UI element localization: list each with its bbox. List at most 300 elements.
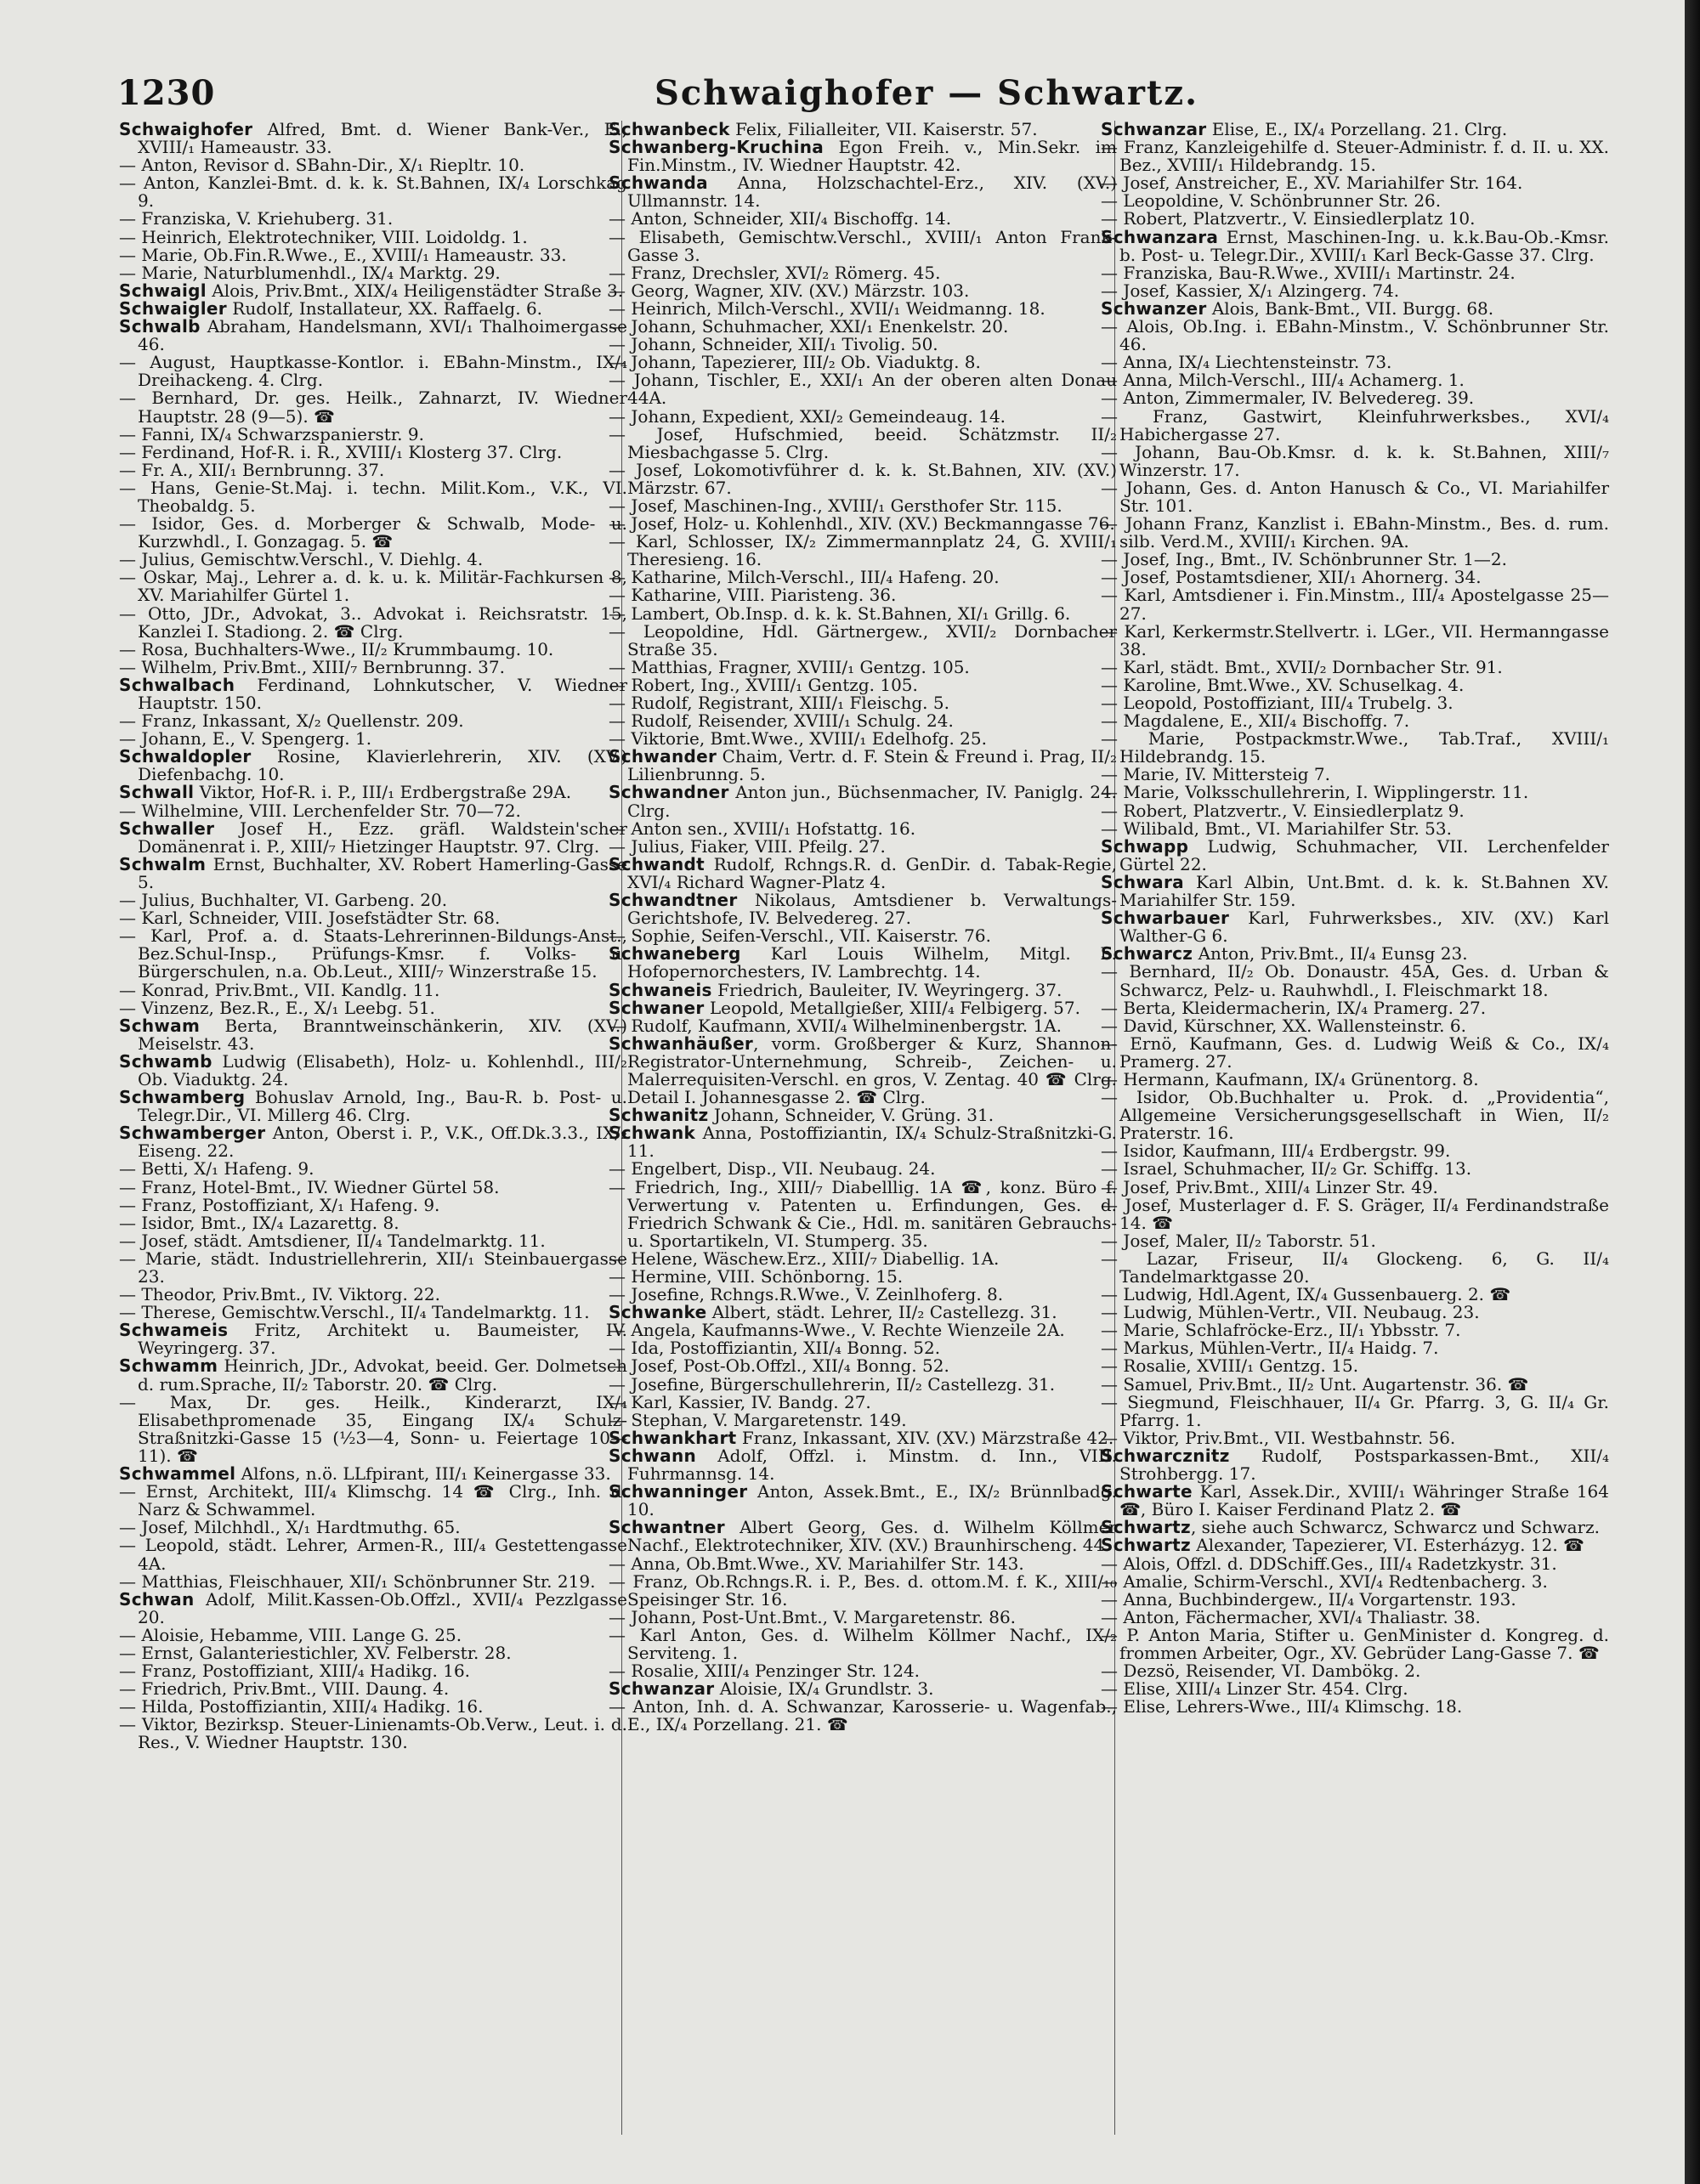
directory-entry <box>119 979 627 1000</box>
directory-entry <box>609 371 1117 407</box>
entry-text: — Aloisie, Hebamme, VIII. Lange G. 25. <box>119 1624 462 1645</box>
directory-entry <box>1101 405 1609 444</box>
entry-surname: Schwank <box>609 1123 696 1144</box>
directory-entry <box>119 1483 627 1519</box>
entry-text: Karl, Assek.Dir., XVIII/₁ Währinger Straße 164 ☎, Büro I. Kaiser Ferdinand Platz 2. ☎ <box>1119 1481 1609 1520</box>
entry-text: — Franz, Inkassant, X/₂ Quellenstr. 209. <box>119 710 464 732</box>
entry-surname: Schwankhart <box>609 1427 737 1448</box>
entry-text: Rudolf, Installateur, XX. Raffaelg. 6. <box>226 297 543 319</box>
entry-text: — Wilhelm, Priv.Bmt., XIII/₇ Bernbrunng. 37. <box>119 656 505 677</box>
entry-text: — Franziska, Bau-R.Wwe., XVIII/₁ Martinstr. 24. <box>1101 262 1516 283</box>
directory-entry <box>1101 1250 1609 1286</box>
entry-text: — Anna, IX/₄ Liechtensteinstr. 73. <box>1101 352 1392 373</box>
entry-text: — Israel, Schuhmacher, II/₂ Gr. Schiffg. 13. <box>1101 1158 1472 1180</box>
entry-text: Anna, Postoffiziantin, IX/₄ Schulz-Straßnitzki-G. 11. <box>627 1123 1117 1162</box>
entry-text: — Johann, E., V. Spengerg. 1. <box>119 728 372 750</box>
directory-entry <box>1101 1429 1609 1447</box>
entry-text: — Marie, Naturblumenhdl., IX/₄ Marktg. 29. <box>119 262 501 283</box>
entry-text: — Berta, Kleidermacherin, IX/₄ Pramerg. 27. <box>1101 997 1487 1018</box>
entry-text: — Marie, Ob.Fin.R.Wwe., E., XVIII/₁ Hameaustr. 33. <box>119 244 567 265</box>
directory-entry <box>609 121 1117 139</box>
entry-text: — Julius, Gemischtw.Verschl., V. Diehlg. 4. <box>119 549 484 570</box>
directory-entry <box>609 1035 1117 1106</box>
directory-entry <box>1101 676 1609 694</box>
directory-entry <box>119 1214 627 1232</box>
directory-entry <box>119 605 627 641</box>
entry-text: — Therese, Gemischtw.Verschl., II/₄ Tandelmarktg. 11. <box>119 1302 590 1323</box>
entry-text: — Anna, Ob.Bmt.Wwe., XV. Mariahilfer Str. 143. <box>609 1553 1024 1574</box>
directory-entry <box>1101 909 1609 945</box>
entry-surname: Schwanzer <box>1101 297 1207 319</box>
entry-text: — Ludwig, Mühlen-Vertr., VII. Neubaug. 23. <box>1101 1302 1480 1323</box>
entry-text: — Johann, Ges. d. Anton Hanusch & Co., VI. Mariahilfer Str. 101. <box>1101 477 1609 516</box>
directory-entry <box>609 676 1117 694</box>
entry-text: — Anton, Fächermacher, XVI/₄ Thaliastr. 38. <box>1101 1606 1481 1627</box>
directory-entry <box>1101 1606 1609 1627</box>
running-title: Schwaighofer — Schwartz. <box>654 73 1199 113</box>
directory-entry <box>1101 174 1609 192</box>
directory-entry <box>609 1429 1117 1447</box>
directory-entry <box>119 569 627 604</box>
directory-entry <box>609 748 1117 784</box>
directory-entry <box>1101 318 1609 354</box>
entry-text: — Hermann, Kaufmann, IX/₄ Grünentorg. 8. <box>1101 1068 1479 1089</box>
entry-text: Karl, Fuhrwerksbes., XIV. (XV.) Karl Walther-G 6. <box>1119 908 1609 947</box>
directory-entry <box>609 318 1117 336</box>
entry-surname: Schwaller <box>119 818 215 839</box>
entry-text: Adolf, Milit.Kassen-Ob.Offzl., XVII/₄ Pezzlgasse 20. <box>138 1588 627 1627</box>
directory-entry <box>1101 1555 1609 1573</box>
entry-text: Ludwig (Elisabeth), Holz- u. Kohlenhdl., III/₂ Ob. Viaduktg. 24. <box>138 1050 627 1089</box>
directory-entry <box>1101 730 1609 766</box>
entry-surname: Schwamberg <box>119 1087 246 1108</box>
entry-text: Bohuslav Arnold, Ing., Bau-R. b. Post- u. Telegr.Dir., VI. Millerg 46. Clrg. <box>138 1087 627 1126</box>
directory-entry <box>1101 656 1609 677</box>
entry-text: — Josefine, Bürgerschullehrerin, II/₂ Castellezg. 31. <box>609 1373 1056 1395</box>
directory-entry <box>609 1106 1117 1124</box>
entry-text: — Matthias, Fleischhauer, XII/₁ Schönbrunner Str. 219. <box>119 1570 596 1592</box>
directory-entry <box>609 1176 1117 1251</box>
entry-surname: Schwanda <box>609 173 708 194</box>
directory-entry <box>1101 1662 1609 1680</box>
directory-entry <box>609 730 1117 748</box>
entry-text: — Marie, städt. Industriellehrerin, XII/₁ Steinbauergasse 23. <box>119 1248 627 1287</box>
entry-text: — Siegmund, Fleischhauer, II/₄ Gr. Pfarrg. 3, G. II/₄ Gr. Pfarrg. 1. <box>1101 1391 1609 1430</box>
entry-surname: Schwartz <box>1101 1535 1191 1556</box>
entry-text: — Franz, Drechsler, XVI/₂ Römerg. 45. <box>609 262 941 283</box>
entry-text: — Amalie, Schirm-Verschl., XVI/₄ Redtenbacherg. 3. <box>1101 1570 1548 1592</box>
directory-entry <box>119 1017 627 1053</box>
entry-text: Friedrich, Bauleiter, IV. Weyringerg. 37. <box>711 979 1062 1000</box>
directory-entry <box>609 423 1117 462</box>
entry-text: — Betti, X/₁ Hafeng. 9. <box>119 1158 314 1180</box>
entry-surname: Schwan <box>119 1588 195 1610</box>
directory-entry <box>1101 121 1609 139</box>
entry-text: — Julius, Fiaker, VIII. Pfeilg. 27. <box>609 835 886 857</box>
entry-text: — Robert, Ing., XVIII/₁ Gentzg. 105. <box>609 674 918 695</box>
entry-text: Alois, Priv.Bmt., XIX/₄ Heiligenstädter Straße 3. <box>206 280 624 301</box>
directory-entry <box>119 1465 627 1483</box>
entry-text: Anton, Assek.Bmt., E., IX/₂ Brünnlbadg. 10. <box>627 1481 1117 1520</box>
directory-entry <box>119 927 627 981</box>
entry-text: — David, Kürschner, XX. Wallensteinstr. 6. <box>1101 1015 1466 1036</box>
directory-entry <box>1101 586 1609 622</box>
entry-text: — Viktor, Bezirksp. Steuer-Linienamts-Ob.Verw., Leut. i. d. Res., V. Wiedner Hauptstr. 130. <box>119 1714 627 1753</box>
entry-surname: Schwanbeck <box>609 119 730 139</box>
directory-entry <box>119 354 627 389</box>
entry-text: — Rudolf, Kaufmann, XVII/₄ Wilhelminenbergstr. 1A. <box>609 1015 1062 1036</box>
directory-entry <box>609 497 1117 515</box>
directory-entry <box>119 1662 627 1680</box>
directory-entry <box>609 1483 1117 1519</box>
entry-text: Josef H., Ezz. gräfl. Waldstein'scher Domänenrat i. P., XIII/₇ Hietzinger Hauptstr. 97. Clrg. <box>138 818 627 857</box>
directory-entry <box>1101 1160 1609 1178</box>
entry-text: Anton, Oberst i. P., V.K., Off.Dk.3.3., IX/₂ Eiseng. 22. <box>138 1123 627 1162</box>
directory-entry <box>119 210 627 228</box>
entry-text: — Josef, Musterlager d. F. S. Gräger, II/₄ Ferdinandstraße 14. ☎ <box>1101 1194 1609 1233</box>
directory-entry <box>609 1447 1117 1483</box>
entry-text: Ludwig, Schuhmacher, VII. Lerchenfelder Gürtel 22. <box>1119 835 1609 874</box>
directory-entry <box>609 1286 1117 1304</box>
entry-text: — Anna, Buchbindergew., II/₄ Vorgartenstr. 193. <box>1101 1588 1516 1610</box>
entry-text: Leopold, Metallgießer, XIII/₄ Felbigerg. 57. <box>704 997 1080 1018</box>
entry-text: — Karl, Schlosser, IX/₂ Zimmermannplatz 24, G. XVIII/₁ Theresieng. 16. <box>609 531 1117 570</box>
directory-entry <box>609 354 1117 371</box>
entry-text: — Karl, Prof. a. d. Staats-Lehrerinnen-Bildungs-Anst., Bez.Schul-Insp., Prüfungs-Kmsr. f. Volks- u. Bürgerschulen, n.a. Ob.Leut., XIII/₇ Winzerstraße 15. <box>119 925 627 982</box>
entry-text: Alfred, Bmt. d. Wiener Bank-Ver., E., XVIII/₁ Hameaustr. 33. <box>138 119 627 158</box>
entry-text: Rosine, Klavierlehrerin, XIV. (XV.) Diefenbachg. 10. <box>138 746 627 785</box>
entry-text: — Angela, Kaufmanns-Wwe., V. Rechte Wienzeile 2A. <box>609 1320 1065 1341</box>
directory-entry <box>1101 1698 1609 1716</box>
entry-surname: Schwander <box>609 746 717 767</box>
entry-text: — Josef, Milchhdl., X/₁ Hardtmuthg. 65. <box>119 1517 461 1538</box>
directory-entry <box>1101 264 1609 282</box>
directory-entry <box>1101 1304 1609 1321</box>
entry-text: — Anna, Milch-Verschl., III/₄ Achamerg. 1. <box>1101 370 1465 391</box>
entry-text: Fritz, Architekt u. Baumeister, IV. Weyringerg. 37. <box>138 1320 627 1359</box>
entry-text: — Dezsö, Reisender, VI. Dambökg. 2. <box>1101 1661 1421 1682</box>
directory-entry <box>1101 371 1609 389</box>
directory-entry <box>609 694 1117 712</box>
entry-text: — Alois, Ob.Ing. i. EBahn-Minstm., V. Schönbrunner Str. 46. <box>1101 316 1609 355</box>
directory-entry <box>119 853 627 892</box>
directory-entry <box>609 605 1117 623</box>
entry-text: Alexander, Tapezierer, VI. Esterházyg. 12. ☎ <box>1190 1535 1584 1556</box>
entry-surname: Schwandt <box>609 853 705 874</box>
directory-entry <box>1101 1373 1609 1395</box>
entry-surname: Schwanke <box>609 1302 707 1323</box>
directory-entry <box>119 1250 627 1286</box>
directory-entry <box>1101 297 1609 319</box>
directory-entry <box>119 461 627 479</box>
entry-text: Ernst, Buchhalter, XV. Robert Hamerling-Gasse 5. <box>138 853 627 892</box>
entry-text: — Josef, Ing., Bmt., IV. Schönbrunner Str. 1—2. <box>1101 549 1507 570</box>
directory-entry <box>1101 1035 1609 1071</box>
entry-text: — Karl, Schneider, VIII. Josefstädter Str. 68. <box>119 908 501 929</box>
entry-text: — Rosa, Buchhalters-Wwe., II/₂ Krummbaumg. 10. <box>119 638 554 659</box>
entry-text: Albert, städt. Lehrer, II/₂ Castellezg. 31. <box>706 1302 1057 1323</box>
entry-text: Adolf, Offzl. i. Minstm. d. Inn., VIII. Fuhrmannsg. 14. <box>627 1445 1117 1485</box>
directory-entry <box>1101 479 1609 515</box>
entry-text: — Karl, Kassier, IV. Bandg. 27. <box>609 1391 871 1412</box>
entry-text: — Oskar, Maj., Lehrer a. d. k. u. k. Militär-Fachkursen 8, XV. Mariahilfer Gürtel 1. <box>119 567 627 606</box>
directory-entry <box>119 1588 627 1627</box>
directory-entry <box>119 820 627 856</box>
entry-text: — Johann, Schuhmacher, XXI/₁ Enenkelstr. 20. <box>609 316 1009 337</box>
entry-surname: Schwarbauer <box>1101 908 1230 929</box>
entry-text: — Sophie, Seifen-Verschl., VII. Kaiserstr. 76. <box>609 925 991 947</box>
directory-entry <box>119 1050 627 1089</box>
entry-text: — Hilda, Postoffiziantin, XIII/₄ Hadikg. 16. <box>119 1696 484 1717</box>
directory-entry <box>609 405 1117 427</box>
entry-text: — Franz, Hotel-Bmt., IV. Wiedner Gürtel 58. <box>119 1176 500 1197</box>
entry-text: — Marie, Volksschullehrerin, I. Wipplingerstr. 11. <box>1101 782 1529 803</box>
directory-entry <box>1101 1194 1609 1233</box>
directory-entry <box>119 1536 627 1572</box>
directory-entry <box>1101 282 1609 300</box>
entry-text: — Karl, städt. Bmt., XVII/₂ Dornbacher Str. 91. <box>1101 656 1503 677</box>
directory-entry <box>1101 441 1609 480</box>
entry-text: — Josef, Priv.Bmt., XIII/₄ Linzer Str. 49. <box>1101 1176 1438 1197</box>
directory-entry <box>119 318 627 354</box>
entry-text: — Josefine, Rchngs.R.Wwe., V. Zeinlhoferg. 8. <box>609 1284 1004 1305</box>
directory-entry <box>609 1321 1117 1339</box>
directory-entry <box>1101 945 1609 963</box>
directory-entry <box>1101 226 1609 265</box>
entry-text: — Isidor, Bmt., IX/₄ Lazarettg. 8. <box>119 1212 400 1233</box>
directory-entry <box>119 515 627 551</box>
entry-text: — Markus, Mühlen-Vertr., II/₄ Haidg. 7. <box>1101 1338 1439 1359</box>
directory-entry <box>1101 1232 1609 1250</box>
entry-text: — Bernhard, Dr. ges. Heilk., Zahnarzt, IV. Wiedner Hauptstr. 28 (9—5). ☎ <box>119 388 627 427</box>
column-3 <box>1101 121 1609 1716</box>
entry-text: Berta, Branntweinschänkerin, XIV. (XV.) Meiselstr. 43. <box>138 1015 627 1054</box>
entry-text: Heinrich, JDr., Advokat, beeid. Ger. Dolmetsch d. rum.Sprache, II/₂ Taborstr. 20. ☎ Clrg. <box>138 1355 627 1395</box>
directory-entry <box>1101 871 1609 911</box>
entry-surname: Schwanzara <box>1101 226 1219 247</box>
entry-text: — Johann, Expedient, XXI/₂ Gemeindeaug. 14. <box>609 405 1006 427</box>
directory-entry <box>1101 694 1609 712</box>
entry-text: — Konrad, Priv.Bmt., VII. Kandlg. 11. <box>119 979 440 1000</box>
entry-text: Alfons, n.ö. LLfpirant, III/₁ Keinergasse 33. <box>235 1463 611 1485</box>
directory-entry <box>609 1124 1117 1160</box>
directory-entry <box>1101 1447 1609 1483</box>
directory-entry <box>119 1519 627 1536</box>
entry-surname: Schwalm <box>119 853 207 874</box>
directory-entry <box>119 1232 627 1250</box>
entry-surname: Schwamm <box>119 1355 218 1377</box>
entry-surname: Schwaneis <box>609 979 712 1000</box>
directory-entry <box>119 389 627 425</box>
entry-text: — Samuel, Priv.Bmt., II/₂ Unt. Augartenstr. 36. ☎ <box>1101 1373 1529 1395</box>
directory-entry <box>119 891 627 909</box>
directory-entry <box>1101 784 1609 801</box>
directory-entry <box>119 282 627 300</box>
directory-entry <box>1101 1017 1609 1035</box>
entry-text: — Lambert, Ob.Insp. d. k. k. St.Bahnen, XI/₁ Grillg. 6. <box>609 603 1071 624</box>
entry-surname: Schwantner <box>609 1517 725 1538</box>
entry-text: — Friedrich, Priv.Bmt., VIII. Daung. 4. <box>119 1678 450 1700</box>
directory-entry <box>1101 835 1609 874</box>
directory-entry <box>609 1555 1117 1573</box>
directory-entry <box>609 174 1117 210</box>
entry-surname: Schwamb <box>119 1050 212 1072</box>
entry-text: — Marie, Schlafröcke-Erz., II/₁ Ybbsstr. 7. <box>1101 1320 1461 1341</box>
directory-entry <box>1101 354 1609 371</box>
entry-text: — Anton, Revisor d. SBahn-Dir., X/₁ Riepltr. 10. <box>119 155 525 176</box>
entry-text: — Julius, Buchhalter, VI. Garbeng. 20. <box>119 890 448 911</box>
directory-entry <box>1101 551 1609 569</box>
entry-text: — Bernhard, II/₂ Ob. Donaustr. 45A, Ges. d. Urban & Schwarcz, Pelz- u. Rauhwhdl., I. Fleischmarkt 18. <box>1101 961 1609 1000</box>
directory-entry <box>609 1680 1117 1698</box>
entry-text: Anton, Priv.Bmt., II/₄ Eunsg 23. <box>1193 943 1468 965</box>
entry-text: Karl Louis Wilhelm, Mitgl. b. Hofopernorchesters, IV. Lambrechtg. 14. <box>627 943 1117 982</box>
directory-entry <box>1101 1519 1609 1536</box>
directory-entry <box>609 853 1117 892</box>
entry-text: — Fr. A., XII/₁ Bernbrunng. 37. <box>119 459 385 480</box>
page-number: 1230 <box>117 73 216 113</box>
entry-text: — Georg, Wagner, XIV. (XV.) Märzstr. 103. <box>609 280 970 301</box>
entry-text: — Karl, Amtsdiener i. Fin.Minstm., III/₄ Apostelgasse 25—27. <box>1101 585 1609 624</box>
directory-entry <box>609 533 1117 569</box>
directory-entry <box>1101 139 1609 174</box>
entry-text: , vorm. Großberger & Kurz, Shannon-Registrator-Unternehmung, Schreib-, Zeichen- u. Malerrequisiten-Verschl. en gros, V. Zentag. 40 ☎ Clrg. Detail I. Johannesgasse 2. ☎ Clrg. <box>627 1033 1117 1108</box>
directory-entry <box>609 1698 1117 1734</box>
entry-text: — Ludwig, Hdl.Agent, IX/₄ Gussenbauerg. 2. ☎ <box>1101 1284 1511 1305</box>
entry-text: — Stephan, V. Margaretenstr. 149. <box>609 1409 907 1430</box>
entry-text: — Alois, Offzl. d. DDSchiff.Ges., III/₄ Radetzkystr. 31. <box>1101 1553 1557 1574</box>
entry-text: — Josef, Anstreicher, E., XV. Mariahilfer Str. 164. <box>1101 173 1523 194</box>
entry-text: — Anton, Zimmermaler, IV. Belvedereg. 39. <box>1101 388 1475 409</box>
directory-entry <box>119 264 627 282</box>
directory-entry <box>119 1176 627 1197</box>
entry-surname: Schwann <box>609 1445 697 1466</box>
directory-entry <box>609 656 1117 677</box>
directory-entry <box>119 1357 627 1393</box>
directory-entry <box>119 1698 627 1716</box>
directory-entry <box>1101 1321 1609 1339</box>
entry-text: — Theodor, Priv.Bmt., IV. Viktorg. 22. <box>119 1284 440 1305</box>
directory-entry <box>119 423 627 444</box>
directory-entry <box>119 551 627 569</box>
directory-entry <box>609 461 1117 497</box>
entry-surname: Schwanhäußer <box>609 1033 754 1054</box>
entry-surname: Schwaigler <box>119 297 227 319</box>
entry-text: Abraham, Handelsmann, XVI/₁ Thalhoimergasse 46. <box>138 316 627 355</box>
directory-entry <box>609 1268 1117 1286</box>
directory-entry <box>119 1680 627 1698</box>
entry-surname: Schwanninger <box>609 1481 748 1502</box>
directory-entry <box>609 1391 1117 1412</box>
entry-text: — Lazar, Friseur, II/₄ Glockeng. 6, G. II/₄ Tandelmarktgasse 20. <box>1101 1248 1609 1287</box>
entry-text: — Isidor, Kaufmann, III/₄ Erdbergstr. 99. <box>1101 1140 1451 1162</box>
directory-entry <box>609 1357 1117 1375</box>
directory-entry <box>609 835 1117 857</box>
entry-text: — August, Hauptkasse-Kontlor. i. EBahn-Minstm., IX/₄ Dreihackeng. 4. Clrg. <box>119 352 627 391</box>
entry-text: Rudolf, Postsparkassen-Bmt., XII/₄ Strohbergg. 17. <box>1119 1445 1609 1485</box>
entry-text: — Hans, Genie-St.Maj. i. techn. Milit.Kom., V.K., VI. Theobaldg. 5. <box>119 477 627 516</box>
directory-entry <box>119 121 627 156</box>
directory-entry <box>119 1321 627 1357</box>
entry-text: Rudolf, Rchngs.R. d. GenDir. d. Tabak-Regie, XVI/₄ Richard Wagner-Platz 4. <box>627 853 1117 892</box>
entry-text: — Johann, Tapezierer, III/₂ Ob. Viaduktg. 8. <box>609 352 981 373</box>
directory-entry <box>1101 1286 1609 1304</box>
entry-text: Chaim, Vertr. d. F. Stein & Freund i. Prag, II/₂ Lilienbrunng. 5. <box>627 746 1117 785</box>
entry-text: Alois, Bank-Bmt., VII. Burgg. 68. <box>1206 297 1494 319</box>
entry-text: — Robert, Platzvertr., V. Einsiedlerplatz 10. <box>1101 208 1476 229</box>
directory-entry <box>609 945 1117 981</box>
entry-text: — Franz, Postoffiziant, X/₁ Hafeng. 9. <box>119 1194 440 1215</box>
directory-entry <box>119 156 627 174</box>
directory-entry <box>609 891 1117 927</box>
entry-text: Albert Georg, Ges. d. Wilhelm Köllmer Nachf., Elektrotechniker, XIV. (XV.) Braunhirscheng. 44. <box>627 1517 1117 1556</box>
entry-text: — Karl, Kerkermstr.Stellvertr. i. LGer., VII. Hermanngasse 38. <box>1101 620 1609 659</box>
directory-entry <box>1101 192 1609 210</box>
entry-text: — Magdalene, E., XII/₄ Bischoffg. 7. <box>1101 710 1410 732</box>
directory-entry <box>609 620 1117 659</box>
entry-text: — Katharine, VIII. Piaristeng. 36. <box>609 585 897 606</box>
entry-surname: Schwanzar <box>609 1678 715 1700</box>
entry-text: — Vinzenz, Bez.R., E., X/₁ Leebg. 51. <box>119 997 435 1018</box>
directory-entry <box>609 1570 1117 1610</box>
entry-text: Franz, Inkassant, XIV. (XV.) Märzstraße 42. <box>736 1427 1114 1448</box>
entry-surname: Schwall <box>119 782 195 803</box>
entry-surname: Schwandtner <box>609 890 738 911</box>
directory-entry <box>119 1391 627 1466</box>
directory-entry <box>609 999 1117 1017</box>
directory-entry <box>1101 1357 1609 1375</box>
entry-surname: Schwaldopler <box>119 746 252 767</box>
entry-text: — Josef, Hufschmied, beeid. Schätzmstr. II/₂ Miesbachgasse 5. Clrg. <box>609 423 1117 462</box>
directory-entry <box>609 586 1117 604</box>
entry-text: — Viktor, Priv.Bmt., VII. Westbahnstr. 56. <box>1101 1427 1456 1448</box>
directory-entry <box>1101 820 1609 838</box>
entry-text: — Leopold, städt. Lehrer, Armen-R., III/₄ Gestettengasse 4A. <box>119 1535 627 1574</box>
entry-surname: Schwarcznitz <box>1101 1445 1230 1466</box>
entry-text: — Wilibald, Bmt., VI. Mariahilfer Str. 53. <box>1101 818 1452 839</box>
entry-text: — Franz, Kanzleigehilfe d. Steuer-Administr. f. d. II. u. XX. Bez., XVIII/₁ Hildebrandg. 15. <box>1101 137 1609 176</box>
directory-entry <box>1101 515 1609 551</box>
entry-surname: Schwandner <box>609 782 729 803</box>
entry-text: — Katharine, Milch-Verschl., III/₄ Hafeng. 20. <box>609 567 1000 588</box>
entry-text: — Isidor, Ob.Buchhalter u. Prok. d. „Providentia“, Allgemeine Versicherungsgesellschaft in Wien, II/₂ Praterstr. 16. <box>1101 1087 1609 1144</box>
directory-entry <box>1101 569 1609 586</box>
entry-text: — Elise, Lehrers-Wwe., III/₄ Klimschg. 18. <box>1101 1696 1463 1717</box>
directory-entry <box>609 1017 1117 1035</box>
directory-entry <box>1101 1536 1609 1554</box>
entry-surname: Schwamberger <box>119 1123 266 1144</box>
column-2 <box>609 121 1117 1734</box>
directory-entry <box>1101 766 1609 784</box>
entry-surname: Schwara <box>1101 871 1184 892</box>
directory-entry <box>609 1519 1117 1554</box>
column-1 <box>119 121 627 1752</box>
directory-entry <box>1101 999 1609 1017</box>
entry-text: — Ferdinand, Hof-R. i. R., XVIII/₁ Klosterg 37. Clrg. <box>119 441 563 462</box>
directory-entry <box>609 336 1117 354</box>
entry-text: — Friedrich, Ing., XIII/₇ Diabelllig. 1A ☎, konz. Büro f. Verwertung v. Patenten u. Erfindungen, Ges. d. Friedrich Schwank & Cie., Hdl. m. sanitären Gebrauchs- u. Sportartikeln, VI. Stumperg. 35. <box>609 1176 1117 1251</box>
directory-entry <box>119 784 627 801</box>
entry-text: Ernst, Maschinen-Ing. u. k.k.Bau-Ob.-Kmsr. b. Post- u. Telegr.Dir., XVIII/₁ Karl Beck-Gasse 37. Clrg. <box>1119 226 1609 265</box>
entry-text: — Karoline, Bmt.Wwe., XV. Schuselkag. 4. <box>1101 674 1465 695</box>
page-edge <box>1685 0 1700 2184</box>
directory-entry <box>609 712 1117 730</box>
directory-entry <box>119 1304 627 1321</box>
entry-text: — Heinrich, Elektrotechniker, VIII. Loidoldg. 1. <box>119 226 528 247</box>
entry-text: — Josef, Holz- u. Kohlenhdl., XIV. (XV.) Beckmanngasse 76. <box>609 513 1115 535</box>
directory-entry <box>1101 1570 1609 1592</box>
directory-entry <box>609 784 1117 819</box>
